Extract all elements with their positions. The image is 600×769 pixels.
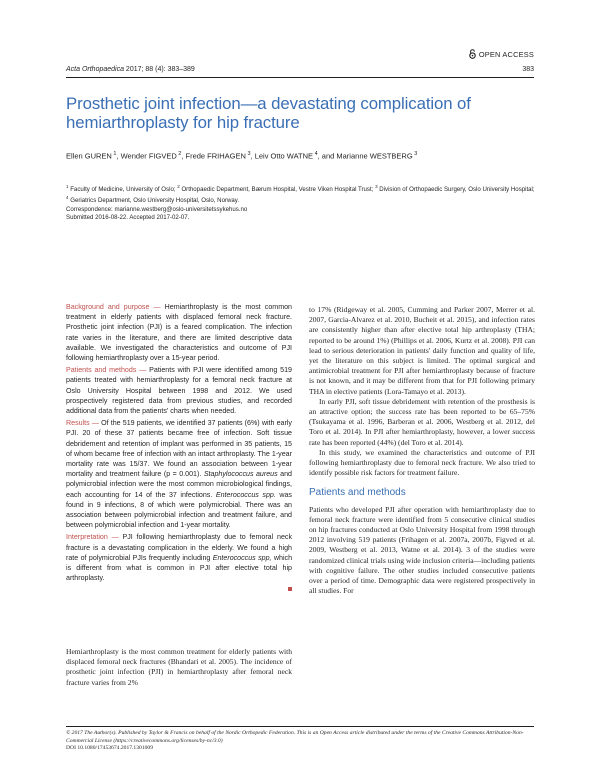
author-list: [66, 151, 417, 161]
body-paragraph: In early PJI, soft tissue debridement with retention of the prosthesis is an attractive option; the success rate has been reported to be 65–75% (Tsukayama et al. 1996, Barberan et al. 2006, Westberg et al. 2012, del Toro et al. 2014). In PJI after hemiarthroplasty, however, a lower success rate has been reported (44%) (del Toro et al. 2014).: [309, 396, 535, 447]
copyright-notice: © 2017 The Author(s). Published by Taylor & Francis on behalf of the Nordic Orthopedic Federation. This is an Open Access article distributed under the terms of the Creative Commons Attribution-Non-Commercial License (https://creativecommons.org/licenses/by-nc/3.0): [66, 730, 524, 744]
abstract-text: was found in 9 infections, 8 of which were polymicrobial. There was an association between polymicrobial infection and treatment failure, and between polymicrobial infection and 1-year mortality.: [66, 490, 292, 530]
affiliations-block: [66, 183, 536, 222]
author-affiliation-marker: 3: [247, 151, 251, 157]
author-affiliation-marker: 2: [178, 151, 182, 157]
abstract-text: Of the 519 patients, we identified 37 patients (6%) with early PJI. 20 of these 37 patients became free of infection. Soft tissue debridement and retention of implant was performed in 35 patients, 15 of whom became free of infection with an intact arthroplasty. The 1-year mortality rate was 15/37. We found an association between 1-year mortality and treatment failure (p = 0.001).: [66, 419, 292, 479]
affiliation-text: Geriatrics Department, Oslo University Hospital, Oslo, Norway.: [68, 197, 240, 205]
affiliation-text: Division of Orthopaedic Surgery, Oslo University Hospital;: [377, 186, 535, 194]
author-name: Leiv Otto WATNE: [254, 151, 314, 161]
abstract-label: Background and purpose —: [66, 303, 165, 311]
affiliation-marker: 3: [375, 184, 378, 189]
author-name: Ellen GUREN: [66, 151, 112, 161]
affiliations: [66, 183, 536, 206]
square-end-mark-icon: [288, 587, 292, 591]
abstract-text: PJI following hemiarthroplasty due to femoral neck fracture is a devastating complication in the elderly. We found a high rate of polymicrobial PJIs frequently including: [66, 533, 292, 562]
abstract-background: [66, 302, 292, 363]
doi-link[interactable]: DOI 10.1080/17453674.2017.1301009: [66, 745, 154, 752]
open-access-badge: [469, 49, 534, 59]
abstract-text: and polymicrobial infection were the most common microbiological findings, each accounting for 14 of the 37 infections.: [66, 470, 292, 499]
author-separator: ,: [116, 151, 121, 161]
author-separator: , and: [317, 151, 337, 161]
abstract-text: which is different from what is common in PJI after elective total hip arthroplasty.: [66, 553, 293, 583]
abstract-italic-term: Staphylococcus aureus: [203, 470, 278, 479]
correspondence-email[interactable]: Correspondence: marianne.westberg@oslo-universitetssykehus.no: [66, 205, 248, 213]
author-separator: ,: [181, 151, 186, 161]
header-rule: [66, 77, 534, 78]
author-name: Wender FIGVED: [120, 151, 177, 161]
journal-name: Acta Orthopaedica: [66, 66, 124, 73]
intro-paragraph: Hemiarthroplasty is the most common treatment for elderly patients with displaced femoral neck fractures (Bhandari et al. 2005). The incidence of prosthetic joint infection (PJI) in hemiarthroplasty after femoral neck fracture varies from 2%: [66, 647, 292, 687]
journal-citation: [66, 66, 195, 73]
body-paragraph: In this study, we examined the characteristics and outcome of PJI following hemiarthroplasty due to femoral neck fracture. We also tried to identify possible risk factors for treatment failure.: [309, 447, 535, 478]
abstract-text: Patients with PJI were identified among 519 patients treated with hemiarthroplasty for a femoral neck fracture at Oslo University Hospital between 1998 and 2012. We used prospectively registered data from previous studies, and recorded additional data from the patients' charts when needed.: [66, 366, 292, 416]
abstract-text: Hemiarthroplasty is the most common treatment in elderly patients with displaced femoral neck fracture. Prosthetic joint infection (PJI) is a feared complication. The infection rate varies in the literature, and there are limited descriptive data available. We investigated the characteristics and outcome of PJI following hemiarthroplasty over a 15-year period.: [66, 303, 292, 363]
footer: [66, 730, 536, 753]
right-column: [309, 305, 535, 596]
abstract-interpretation: [66, 532, 292, 583]
abstract-methods: [66, 365, 292, 416]
journal-volume: 2017; 88 (4): 383–389: [123, 66, 195, 73]
affiliation-marker: 4: [66, 195, 69, 201]
affiliation-text: Faculty of Medicine, University of Oslo;: [68, 186, 178, 194]
body-paragraph: to 17% (Ridgeway et al. 2005, Cumming and Parker 2007, Merrer et al. 2007, Garcia-Alvarez et al. 2010, Bucheit et al. 2015), and infection rates are consistently higher than after elective total hip arthroplasty (THA; reported to be around 1%) (Phillips et al. 2006, Kurtz et al. 2008). PJI can lead to serious deterioration in patients' daily function and quality of life, yet the literature on this subject is limited. The optimal surgical and antimicrobial treatment for PJI after hemiarthroplasty because of fracture is not known, and it may be different from that for PJI following primary THA in elective patients (Lora-Tamayo et al. 2013).: [309, 305, 535, 396]
author-name: Frede FRIHAGEN: [185, 151, 246, 161]
article-title: Prosthetic joint infection—a devastating complication of hemiarthroplasty for hip fracture: [66, 94, 471, 132]
abstract-results: [66, 418, 292, 530]
affiliation-marker: 1: [66, 184, 69, 189]
author-name: Marianne WESTBERG: [336, 151, 413, 161]
abstract-label: Patients and methods —: [66, 366, 150, 375]
open-access-label: OPEN ACCESS: [478, 49, 534, 59]
author-affiliation-marker: 4: [314, 151, 318, 157]
introduction-column: [66, 647, 292, 688]
affiliation-text: Orthopaedic Department, Bærum Hospital, Vestre Viken Hospital Trust;: [179, 186, 376, 194]
open-access-lock-icon: [469, 49, 476, 59]
abstract-italic-term: Enterococcus spp.: [215, 490, 276, 499]
author-separator: ,: [250, 151, 255, 161]
body-paragraph: Patients who developed PJI after operation with hemiarthroplasty due to femoral neck fracture were identified from 5 consecutive clinical studies on hip fractures conducted at Oslo University Hospital from 1998 through 2012 involving 519 patients (Frihagen et al. 2007a, 2007b, Figved et al. 2009, Westberg et al. 2013, Watne et al. 2014). 3 of the studies were randomized clinical trials using wide inclusion criteria—including patients with cognitive failure. The other studies included consecutive patients over a period of time. Demographic data were registered prospectively in all studies. For: [309, 504, 535, 596]
author-affiliation-marker: 1: [113, 151, 117, 157]
affiliation-marker: 2: [177, 184, 180, 189]
abstract: [66, 302, 292, 591]
abstract-label: Interpretation —: [66, 533, 123, 542]
abstract-label: Results —: [66, 419, 102, 428]
author-affiliation-marker: 3: [414, 151, 418, 157]
page-number: 383: [522, 66, 534, 73]
submission-dates: Submitted 2016-08-22. Accepted 2017-02-07.: [66, 213, 190, 221]
section-heading-methods: Patients and methods: [309, 487, 406, 499]
abstract-italic-term: Enterococcus spp,: [212, 553, 272, 562]
footer-rule: [66, 726, 534, 727]
